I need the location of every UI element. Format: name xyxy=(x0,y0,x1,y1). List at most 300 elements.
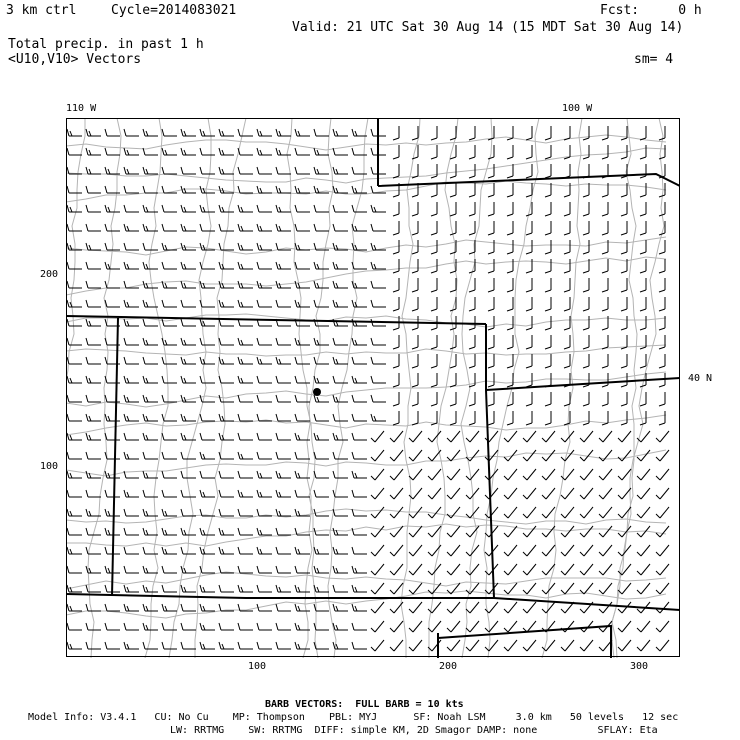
barb-flag xyxy=(656,628,660,632)
wind-barb xyxy=(124,528,139,535)
wind-barb xyxy=(124,623,139,630)
barb-flag xyxy=(165,245,167,250)
barb-flag xyxy=(241,492,243,497)
barb-flag xyxy=(200,129,202,136)
wind-barb xyxy=(431,145,437,159)
barb-flag xyxy=(67,623,69,630)
wind-barb xyxy=(162,357,177,364)
barb-flag xyxy=(105,528,107,535)
barb-flag xyxy=(260,549,262,554)
wind-barb xyxy=(352,338,367,345)
wind-barb xyxy=(238,528,253,535)
barb-flag xyxy=(466,571,470,575)
barb-shaft xyxy=(584,431,593,442)
wind-barb xyxy=(276,547,291,554)
barb-flag xyxy=(314,509,316,516)
barb-flag xyxy=(507,328,513,330)
barb-shaft xyxy=(527,488,536,499)
barb-flag xyxy=(105,205,107,212)
barb-flag xyxy=(200,148,202,155)
barb-flag xyxy=(105,547,107,554)
wind-barb xyxy=(428,450,441,461)
wind-barb xyxy=(124,566,139,573)
barb-flag xyxy=(393,347,399,349)
wind-barb xyxy=(314,566,329,573)
wind-barb xyxy=(526,373,532,387)
barb-flag xyxy=(545,233,551,235)
wind-barb xyxy=(431,354,437,368)
barb-flag xyxy=(371,281,373,288)
wind-barb xyxy=(371,583,384,594)
barb-flag xyxy=(352,566,354,573)
wind-barb xyxy=(219,490,234,497)
barb-flag xyxy=(200,547,202,554)
barb-flag xyxy=(219,414,221,421)
barb-flag xyxy=(523,495,527,499)
wind-barb xyxy=(67,129,82,136)
barb-flag xyxy=(412,233,418,235)
wind-barb xyxy=(105,224,120,231)
barb-flag xyxy=(564,195,570,197)
wind-barb xyxy=(507,297,513,311)
barb-shaft xyxy=(394,488,403,499)
barb-flag xyxy=(184,283,186,288)
barb-flag xyxy=(371,338,373,345)
barb-flag xyxy=(203,454,205,459)
barb-flag xyxy=(241,378,243,383)
wind-barb xyxy=(200,604,215,611)
barb-flag xyxy=(203,606,205,611)
barb-shaft xyxy=(432,431,441,442)
wind-barb xyxy=(124,319,139,326)
wind-barb xyxy=(618,621,631,632)
barb-flag xyxy=(409,628,413,632)
wind-barb xyxy=(409,640,422,651)
barb-flag xyxy=(257,547,259,554)
barb-flag xyxy=(143,414,145,421)
wind-barb xyxy=(124,262,139,269)
wind-barb xyxy=(583,278,589,292)
barb-flag xyxy=(162,490,164,497)
wind-barb xyxy=(621,278,627,292)
barb-flag xyxy=(580,476,584,480)
barb-flag xyxy=(143,357,145,364)
wind-barb xyxy=(86,148,101,155)
wind-barb xyxy=(583,164,589,178)
wind-barb xyxy=(488,221,494,235)
barb-flag xyxy=(504,609,508,613)
barb-shaft xyxy=(546,545,555,556)
barb-flag xyxy=(618,495,622,499)
barb-flag xyxy=(279,207,281,212)
wind-barb xyxy=(257,357,272,364)
county-boundaries xyxy=(66,118,666,658)
barb-flag xyxy=(276,338,278,345)
wind-barb xyxy=(488,316,494,330)
barb-flag xyxy=(523,609,527,613)
wind-barb xyxy=(545,183,551,197)
barb-flag xyxy=(488,176,494,178)
barb-flag xyxy=(583,309,589,311)
barb-flag xyxy=(504,495,508,499)
wind-barb xyxy=(507,411,513,425)
barb-flag xyxy=(428,457,432,461)
wind-barb xyxy=(276,566,291,573)
wind-barb xyxy=(124,129,139,136)
barb-flag xyxy=(298,587,300,592)
wind-barb xyxy=(295,129,310,136)
barb-flag xyxy=(599,609,603,613)
barb-flag xyxy=(659,328,665,330)
wind-barb xyxy=(276,338,291,345)
wind-barb xyxy=(412,335,418,349)
barb-flag xyxy=(295,395,297,402)
wind-barb xyxy=(162,604,177,611)
wind-barb xyxy=(599,526,612,537)
wind-barb xyxy=(143,205,158,212)
barb-shaft xyxy=(584,526,593,537)
wind-barb xyxy=(181,262,196,269)
barb-flag xyxy=(124,452,126,459)
barb-flag xyxy=(488,366,494,368)
barb-shaft xyxy=(565,469,574,480)
barb-flag xyxy=(124,376,126,383)
barb-shaft xyxy=(603,564,612,575)
barb-flag xyxy=(146,606,148,611)
barb-flag xyxy=(371,571,375,575)
barb-flag xyxy=(580,514,584,518)
barb-flag xyxy=(124,205,126,212)
wind-barb xyxy=(276,300,291,307)
barb-flag xyxy=(260,131,262,136)
barb-flag xyxy=(124,186,126,193)
barb-flag xyxy=(431,347,437,349)
barb-flag xyxy=(656,590,660,594)
barb-flag xyxy=(89,511,91,516)
barb-flag xyxy=(412,366,418,368)
barb-shaft xyxy=(394,507,403,518)
wind-barb xyxy=(580,564,593,575)
barb-flag xyxy=(409,590,413,594)
barb-shaft xyxy=(375,450,384,461)
barb-shaft xyxy=(508,602,517,613)
wind-barb xyxy=(504,431,517,442)
barb-flag xyxy=(260,492,262,497)
barb-flag xyxy=(317,587,319,592)
wind-barb xyxy=(295,642,310,649)
wind-barb xyxy=(412,297,418,311)
barb-shaft xyxy=(584,640,593,651)
wind-barb xyxy=(257,281,272,288)
wind-barb xyxy=(333,357,348,364)
barb-flag xyxy=(409,571,413,575)
wind-barb xyxy=(276,224,291,231)
barb-flag xyxy=(640,347,646,349)
barb-shaft xyxy=(641,583,650,594)
wind-barb xyxy=(333,433,348,440)
barb-flag xyxy=(412,138,418,140)
barb-flag xyxy=(67,395,69,402)
wind-barb xyxy=(371,338,386,345)
wind-barb xyxy=(257,376,272,383)
barb-flag xyxy=(621,309,627,311)
wind-barb xyxy=(219,376,234,383)
barb-flag xyxy=(542,514,546,518)
wind-barb xyxy=(450,278,456,292)
wind-barb xyxy=(390,564,403,575)
barb-flag xyxy=(89,378,91,383)
barb-flag xyxy=(146,302,148,307)
barb-shaft xyxy=(527,469,536,480)
barb-flag xyxy=(507,138,513,140)
barb-shaft xyxy=(546,488,555,499)
wind-barb xyxy=(504,621,517,632)
barb-flag xyxy=(431,233,437,235)
wind-barb xyxy=(621,297,627,311)
barb-shaft xyxy=(641,488,650,499)
wind-barb xyxy=(67,452,82,459)
barb-flag xyxy=(431,290,437,292)
barb-flag xyxy=(238,338,240,345)
barb-flag xyxy=(485,647,489,651)
wind-barb xyxy=(526,240,532,254)
wind-barb xyxy=(333,338,348,345)
wind-barb xyxy=(656,640,669,651)
map-frame xyxy=(67,119,680,657)
barb-flag xyxy=(219,547,221,554)
wind-barb xyxy=(523,526,536,537)
barb-flag xyxy=(333,205,335,212)
barb-flag xyxy=(295,509,297,516)
barb-flag xyxy=(469,366,475,368)
barb-shaft xyxy=(527,564,536,575)
barb-flag xyxy=(181,338,183,345)
barb-flag xyxy=(583,385,589,387)
barb-flag xyxy=(86,509,88,516)
barb-flag xyxy=(143,205,145,212)
barb-flag xyxy=(599,590,603,594)
barb-flag xyxy=(86,604,88,611)
wind-barb xyxy=(431,373,437,387)
barb-flag xyxy=(561,457,565,461)
wind-barb xyxy=(583,411,589,425)
barb-flag xyxy=(238,509,240,516)
wind-barb xyxy=(469,126,475,140)
wind-barb xyxy=(602,145,608,159)
wind-barb xyxy=(599,564,612,575)
barb-flag xyxy=(143,604,145,611)
wind-barb xyxy=(621,221,627,235)
y-tick-200: 200 xyxy=(40,269,59,280)
barb-flag xyxy=(108,264,110,269)
wind-barb xyxy=(583,335,589,349)
barb-flag xyxy=(390,628,394,632)
wind-barb xyxy=(162,452,177,459)
barb-flag xyxy=(504,438,508,442)
wind-barb xyxy=(526,183,532,197)
wind-barb xyxy=(67,205,82,212)
wind-barb xyxy=(488,373,494,387)
wind-barb xyxy=(409,469,422,480)
barb-flag xyxy=(317,435,319,440)
wind-barb xyxy=(86,452,101,459)
barb-shaft xyxy=(375,621,384,632)
barb-flag xyxy=(181,148,183,155)
barb-flag xyxy=(618,514,622,518)
wind-barb xyxy=(450,392,456,406)
barb-flag xyxy=(371,186,373,193)
wind-barb xyxy=(276,357,291,364)
barb-flag xyxy=(295,338,297,345)
barb-flag xyxy=(279,473,281,478)
barb-flag xyxy=(523,552,527,556)
barb-flag xyxy=(390,514,394,518)
wind-barb xyxy=(507,335,513,349)
barb-flag xyxy=(146,511,148,516)
wind-barb xyxy=(450,164,456,178)
barb-flag xyxy=(200,585,202,592)
barb-flag xyxy=(371,533,375,537)
barb-flag xyxy=(564,328,570,330)
wind-barb xyxy=(238,642,253,649)
wind-barb xyxy=(583,297,589,311)
barb-flag xyxy=(393,366,399,368)
barb-flag xyxy=(257,509,259,516)
barb-shaft xyxy=(451,602,460,613)
wind-barb xyxy=(640,335,646,349)
barb-shaft xyxy=(622,583,631,594)
wind-barb xyxy=(276,186,291,193)
wind-barb xyxy=(564,278,570,292)
barb-flag xyxy=(390,438,394,442)
barb-shaft xyxy=(565,545,574,556)
wind-barb xyxy=(143,395,158,402)
wind-barb xyxy=(333,300,348,307)
barb-flag xyxy=(640,252,646,254)
wind-barb xyxy=(393,354,399,368)
wind-barb xyxy=(67,509,82,516)
barb-flag xyxy=(276,585,278,592)
barb-shaft xyxy=(660,507,669,518)
wind-barb xyxy=(656,621,669,632)
wind-barb xyxy=(295,414,310,421)
wind-barb xyxy=(637,488,650,499)
barb-flag xyxy=(146,378,148,383)
barb-flag xyxy=(469,290,475,292)
barb-shaft xyxy=(451,564,460,575)
wind-barb xyxy=(67,281,82,288)
wind-barb xyxy=(412,278,418,292)
wind-barb xyxy=(466,640,479,651)
barb-flag xyxy=(314,148,316,155)
barb-shaft xyxy=(375,469,384,480)
barb-flag xyxy=(393,252,399,254)
barb-flag xyxy=(86,395,88,402)
barb-flag xyxy=(276,433,278,440)
barb-shaft xyxy=(603,488,612,499)
barb-shaft xyxy=(432,640,441,651)
wind-barb xyxy=(504,469,517,480)
barb-flag xyxy=(276,547,278,554)
wind-barb xyxy=(162,490,177,497)
wind-barb xyxy=(580,583,593,594)
wind-barb-map xyxy=(66,118,680,658)
barb-flag xyxy=(447,438,451,442)
wind-barb xyxy=(466,450,479,461)
barb-flag xyxy=(295,205,297,212)
wind-barb xyxy=(162,205,177,212)
barb-flag xyxy=(640,328,646,330)
wind-barb xyxy=(86,319,101,326)
wind-barb xyxy=(124,148,139,155)
barb-flag xyxy=(450,290,456,292)
barb-flag xyxy=(86,186,88,193)
barb-flag xyxy=(86,414,88,421)
barb-flag xyxy=(621,366,627,368)
barb-flag xyxy=(219,471,221,478)
barb-flag xyxy=(162,300,164,307)
barb-flag xyxy=(583,366,589,368)
barb-flag xyxy=(238,395,240,402)
barb-flag xyxy=(276,148,278,155)
barb-flag xyxy=(431,366,437,368)
barb-flag xyxy=(89,416,91,421)
barb-flag xyxy=(542,438,546,442)
barb-flag xyxy=(70,207,72,212)
wind-barb xyxy=(621,240,627,254)
wind-barb xyxy=(295,148,310,155)
barb-flag xyxy=(447,514,451,518)
barb-shaft xyxy=(565,526,574,537)
barb-flag xyxy=(181,205,183,212)
barb-flag xyxy=(184,568,186,573)
wind-barb xyxy=(656,526,669,537)
barb-flag xyxy=(640,271,646,273)
barb-flag xyxy=(545,290,551,292)
barb-flag xyxy=(257,129,259,136)
barb-flag xyxy=(257,376,259,383)
wind-barb xyxy=(86,547,101,554)
wind-barb xyxy=(333,205,348,212)
barb-flag xyxy=(67,224,69,231)
barb-flag xyxy=(86,528,88,535)
barb-shaft xyxy=(394,583,403,594)
barb-flag xyxy=(219,243,221,250)
wind-barb xyxy=(105,490,120,497)
wind-barb xyxy=(238,509,253,516)
wind-barb xyxy=(545,126,551,140)
barb-flag xyxy=(314,205,316,212)
barb-shaft xyxy=(508,469,517,480)
barb-flag xyxy=(219,604,221,611)
wind-barb xyxy=(523,564,536,575)
barb-flag xyxy=(656,514,660,518)
barb-flag xyxy=(146,530,148,535)
barb-flag xyxy=(238,528,240,535)
barb-flag xyxy=(238,566,240,573)
barb-flag xyxy=(352,623,354,630)
barb-flag xyxy=(203,587,205,592)
barb-flag xyxy=(295,281,297,288)
barb-flag xyxy=(542,552,546,556)
barb-flag xyxy=(200,262,202,269)
barb-flag xyxy=(640,176,646,178)
barb-flag xyxy=(257,186,259,193)
barb-flag xyxy=(165,549,167,554)
barb-flag xyxy=(602,138,608,140)
barb-flag xyxy=(238,167,240,174)
barb-flag xyxy=(70,511,72,516)
